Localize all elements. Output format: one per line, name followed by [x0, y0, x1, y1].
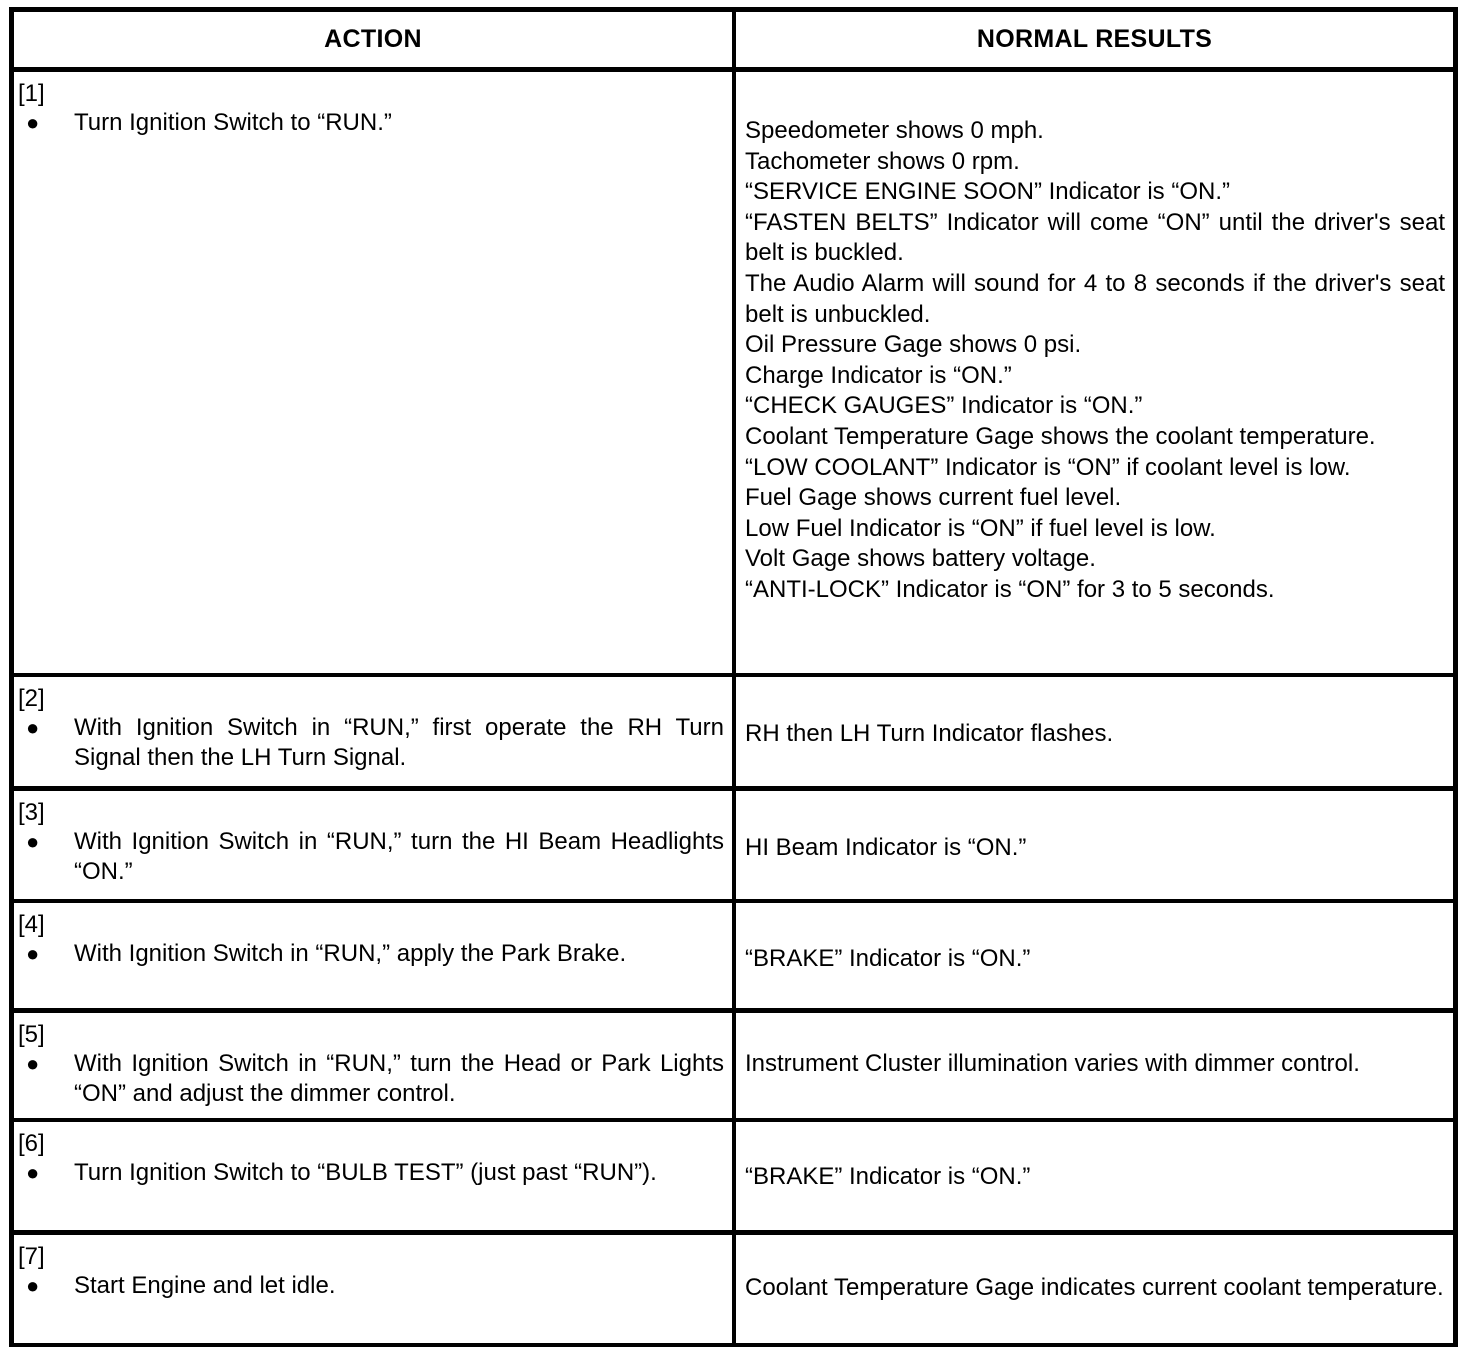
result-text: Instrument Cluster illumination varies with dimmer control. — [745, 1050, 1360, 1077]
result-text: Low Fuel Indicator is “ON” if fuel level is low. — [745, 514, 1216, 542]
results-cell-1 — [736, 72, 1453, 673]
result-text: The Audio Alarm will sound for 4 to 8 seconds if the driver's seat belt is unbuckled. — [745, 269, 1445, 328]
results-cell-5 — [736, 1013, 1453, 1118]
result-text: “LOW COOLANT” Indicator is “ON” if coolant level is low. — [745, 453, 1351, 481]
result-text: “BRAKE” Indicator is “ON.” — [745, 1163, 1031, 1190]
bullet-icon: ● — [26, 1273, 40, 1298]
action-text: With Ignition Switch in “RUN,” apply the Park Brake. — [74, 940, 627, 967]
step-number: [2] — [18, 685, 45, 712]
result-text: Speedometer shows 0 mph. — [745, 117, 1044, 144]
results-cell-4 — [736, 903, 1453, 1008]
bullet-icon: ● — [26, 941, 40, 966]
action-cell-6 — [14, 1122, 732, 1230]
result-text: HI Beam Indicator is “ON.” — [745, 834, 1027, 861]
results-cell-3 — [736, 791, 1453, 899]
result-text: Charge Indicator is “ON.” — [745, 361, 1012, 389]
results-cell-6 — [736, 1122, 1453, 1230]
action-column-header: ACTION — [324, 25, 422, 53]
results-cell-2 — [736, 677, 1453, 786]
action-cell-4 — [14, 903, 732, 1008]
step-number: [5] — [18, 1021, 45, 1048]
step-number: [3] — [18, 799, 45, 826]
action-cell-7 — [14, 1235, 732, 1343]
action-text: With Ignition Switch in “RUN,” turn the Head or Park Lights “ON” and adjust the dimmer control. — [74, 1050, 724, 1107]
result-text: Fuel Gage shows current fuel level. — [745, 484, 1122, 512]
results-cell-7 — [736, 1235, 1453, 1343]
action-cell-5 — [14, 1013, 732, 1118]
action-cell-2 — [14, 677, 732, 786]
results-column-header: NORMAL RESULTS — [976, 25, 1213, 53]
bullet-icon: ● — [26, 715, 40, 740]
result-text: Tachometer shows 0 rpm. — [745, 147, 1020, 175]
result-text: “BRAKE” Indicator is “ON.” — [745, 945, 1031, 972]
step-number: [4] — [18, 911, 45, 938]
bullet-icon: ● — [26, 1051, 40, 1076]
bullet-icon: ● — [26, 110, 40, 135]
action-text: Turn Ignition Switch to “RUN.” — [74, 109, 392, 136]
bullet-icon: ● — [26, 1160, 40, 1185]
action-text: Start Engine and let idle. — [74, 1272, 336, 1299]
result-text: Volt Gage shows battery voltage. — [745, 545, 1096, 573]
result-text: Coolant Temperature Gage indicates current coolant temperature. — [745, 1274, 1444, 1301]
result-text: RH then LH Turn Indicator flashes. — [745, 720, 1114, 747]
action-cell-3 — [14, 791, 732, 899]
step-number: [7] — [18, 1243, 45, 1270]
result-text: “CHECK GAUGES” Indicator is “ON.” — [745, 392, 1143, 420]
action-text: With Ignition Switch in “RUN,” turn the HI Beam Headlights “ON.” — [74, 828, 724, 885]
action-text: Turn Ignition Switch to “BULB TEST” (just past “RUN”). — [74, 1159, 657, 1186]
step-number: [6] — [18, 1130, 45, 1157]
step-number: [1] — [18, 80, 45, 107]
result-text: Coolant Temperature Gage shows the coolant temperature. — [745, 422, 1376, 450]
test-procedure-table — [9, 7, 1458, 1347]
action-cell-1 — [14, 72, 732, 673]
result-text: Oil Pressure Gage shows 0 psi. — [745, 331, 1082, 359]
result-text: “FASTEN BELTS” Indicator will come “ON” until the driver's seat belt is buckled. — [745, 208, 1445, 267]
result-text: “SERVICE ENGINE SOON” Indicator is “ON.” — [745, 178, 1230, 206]
result-text: “ANTI-LOCK” Indicator is “ON” for 3 to 5 seconds. — [745, 575, 1275, 603]
action-text: With Ignition Switch in “RUN,” first operate the RH Turn Signal then the LH Turn Signal. — [74, 714, 724, 771]
bullet-icon: ● — [26, 829, 40, 854]
